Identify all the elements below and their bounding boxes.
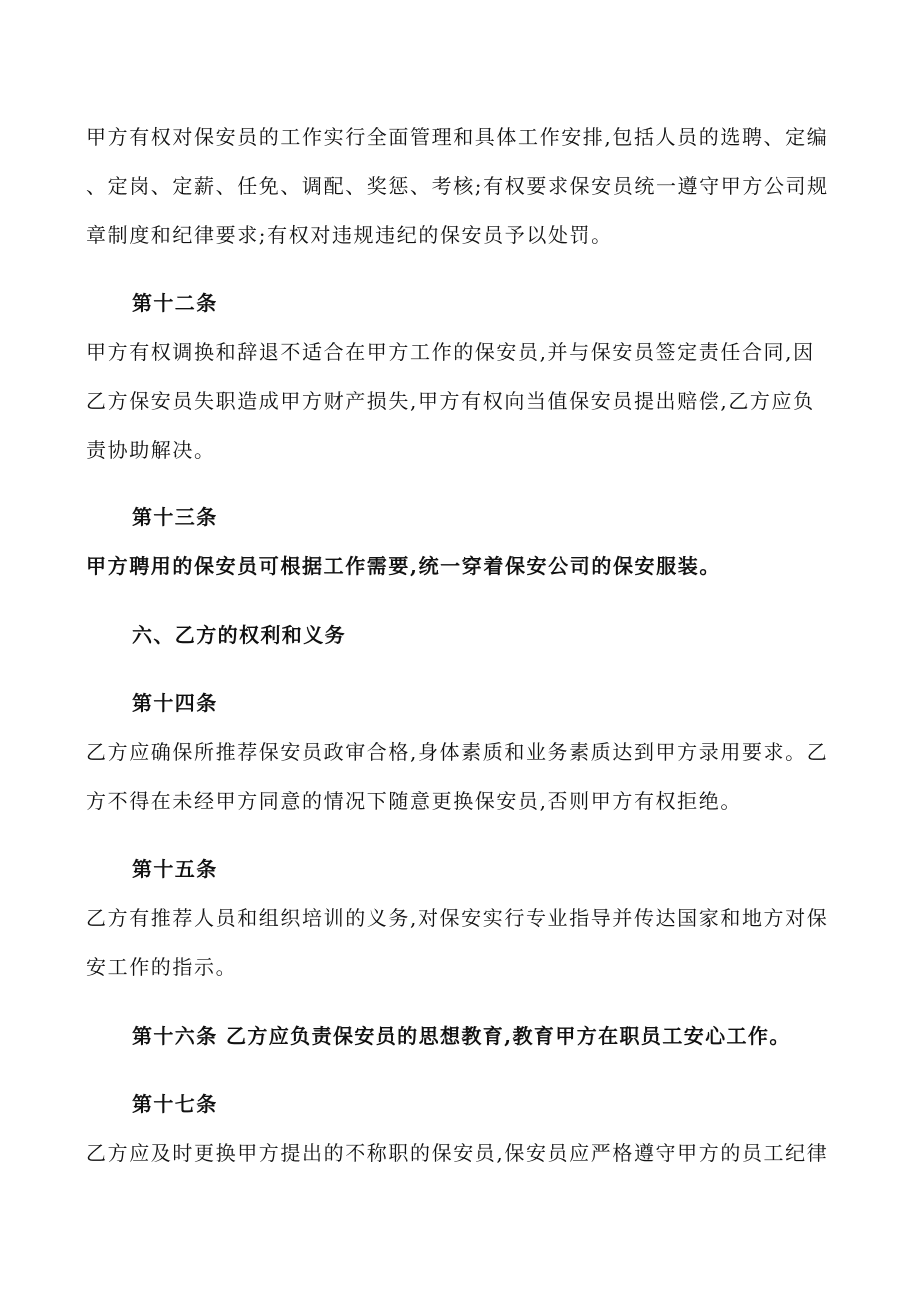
intro-line-1: 甲方有权对保安员的工作实行全面管理和具体工作安排,包括人员的选聘、定编 — [86, 125, 829, 149]
article-14-line-1: 乙方应确保所推荐保安员政审合格,身体素质和业务素质达到甲方录用要求。乙 — [86, 740, 829, 764]
article-12-line-2: 乙方保安员失职造成甲方财产损失,甲方有权向当值保安员提出赔偿,乙方应负 — [86, 389, 815, 413]
article-12-line-1: 甲方有权调换和辞退不适合在甲方工作的保安员,并与保安员签定责任合同,因 — [86, 340, 815, 364]
article-13-line-1: 甲方聘用的保安员可根据工作需要,统一穿着保安公司的保安服装。 — [86, 554, 721, 578]
article-17-line-1: 乙方应及时更换甲方提出的不称职的保安员,保安员应严格遵守甲方的员工纪律 — [86, 1141, 829, 1165]
article-15-line-2: 安工作的指示。 — [86, 955, 238, 979]
intro-line-3: 章制度和纪律要求;有权对违规违纪的保安员予以处罚。 — [86, 223, 613, 247]
article-12-line-3: 责协助解决。 — [86, 438, 216, 462]
article-17-title: 第十七条 — [132, 1092, 218, 1116]
article-16-line: 第十六条 乙方应负责保安员的思想教育,教育甲方在职员工安心工作。 — [132, 1024, 791, 1048]
article-13-title: 第十三条 — [132, 505, 218, 529]
article-14-line-2: 方不得在未经甲方同意的情况下随意更换保安员,否则甲方有权拒绝。 — [86, 789, 742, 813]
article-15-line-1: 乙方有推荐人员和组织培训的义务,对保安实行专业指导并传达国家和地方对保 — [86, 906, 829, 930]
section-6-title: 六、乙方的权利和义务 — [132, 623, 346, 647]
intro-line-2: 、定岗、定薪、任免、调配、奖惩、考核;有权要求保安员统一遵守甲方公司规 — [86, 174, 829, 198]
article-15-title: 第十五条 — [132, 857, 218, 881]
article-12-title: 第十二条 — [132, 291, 218, 315]
article-14-title: 第十四条 — [132, 691, 218, 715]
